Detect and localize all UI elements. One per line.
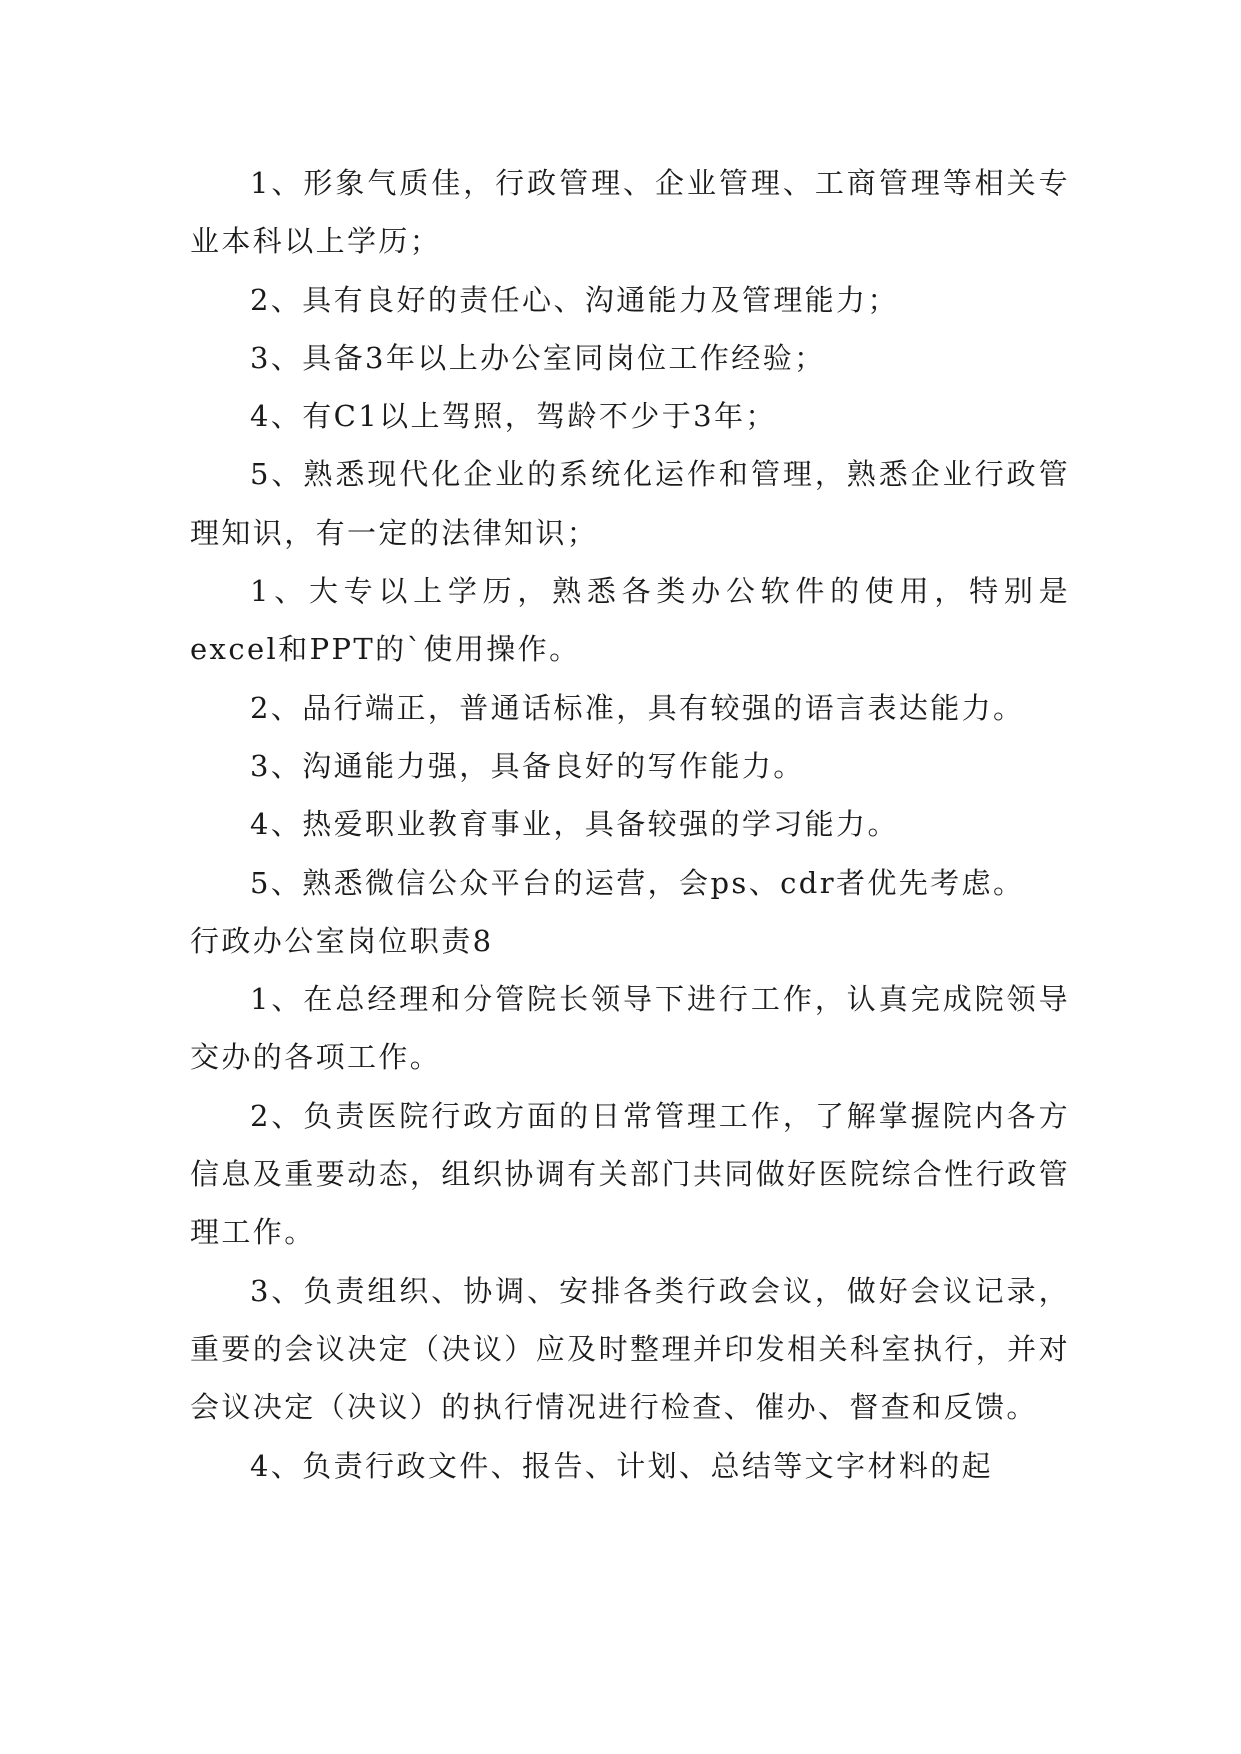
paragraph: 3、具备3年以上办公室同岗位工作经验；: [250, 340, 826, 375]
paragraph: 2、负责医院行政方面的日常管理工作，了解掌握院内各方信息及重要动态，组织协调有关部门共同做好医院综合性行政管理工作。: [190, 1098, 1070, 1250]
paragraph: 4、有C1以上驾照，驾龄不少于3年；: [250, 399, 777, 434]
paragraph: 2、品行端正，普通话标准，具有较强的语言表达能力。: [250, 690, 1025, 725]
section-heading: 行政办公室岗位职责8: [190, 923, 494, 958]
paragraph: 2、具有良好的责任心、沟通能力及管理能力；: [250, 282, 899, 317]
paragraph: 1、大专以上学历，熟悉各类办公软件的使用，特别是excel和PPT的`使用操作。: [190, 574, 1070, 667]
paragraph: 4、负责行政文件、报告、计划、总结等文字材料的起: [250, 1448, 994, 1483]
paragraph: 5、熟悉微信公众平台的运营，会ps、cdr者优先考虑。: [250, 865, 1025, 900]
paragraph: 1、在总经理和分管院长领导下进行工作，认真完成院领导交办的各项工作。: [190, 982, 1070, 1075]
paragraph: 3、负责组织、协调、安排各类行政会议，做好会议记录，重要的会议决定（决议）应及时整理并印发相关科室执行，并对会议决定（决议）的执行情况进行检查、催办、督查和反馈。: [190, 1273, 1070, 1425]
document-body: [190, 154, 1070, 1495]
paragraph: 3、沟通能力强，具备良好的写作能力。: [250, 748, 805, 783]
paragraph: 5、熟悉现代化企业的系统化运作和管理，熟悉企业行政管理知识，有一定的法律知识；: [190, 457, 1070, 550]
paragraph: 1、形象气质佳，行政管理、企业管理、工商管理等相关专业本科以上学历；: [190, 166, 1070, 259]
paragraph: 4、热爱职业教育事业，具备较强的学习能力。: [250, 807, 899, 842]
